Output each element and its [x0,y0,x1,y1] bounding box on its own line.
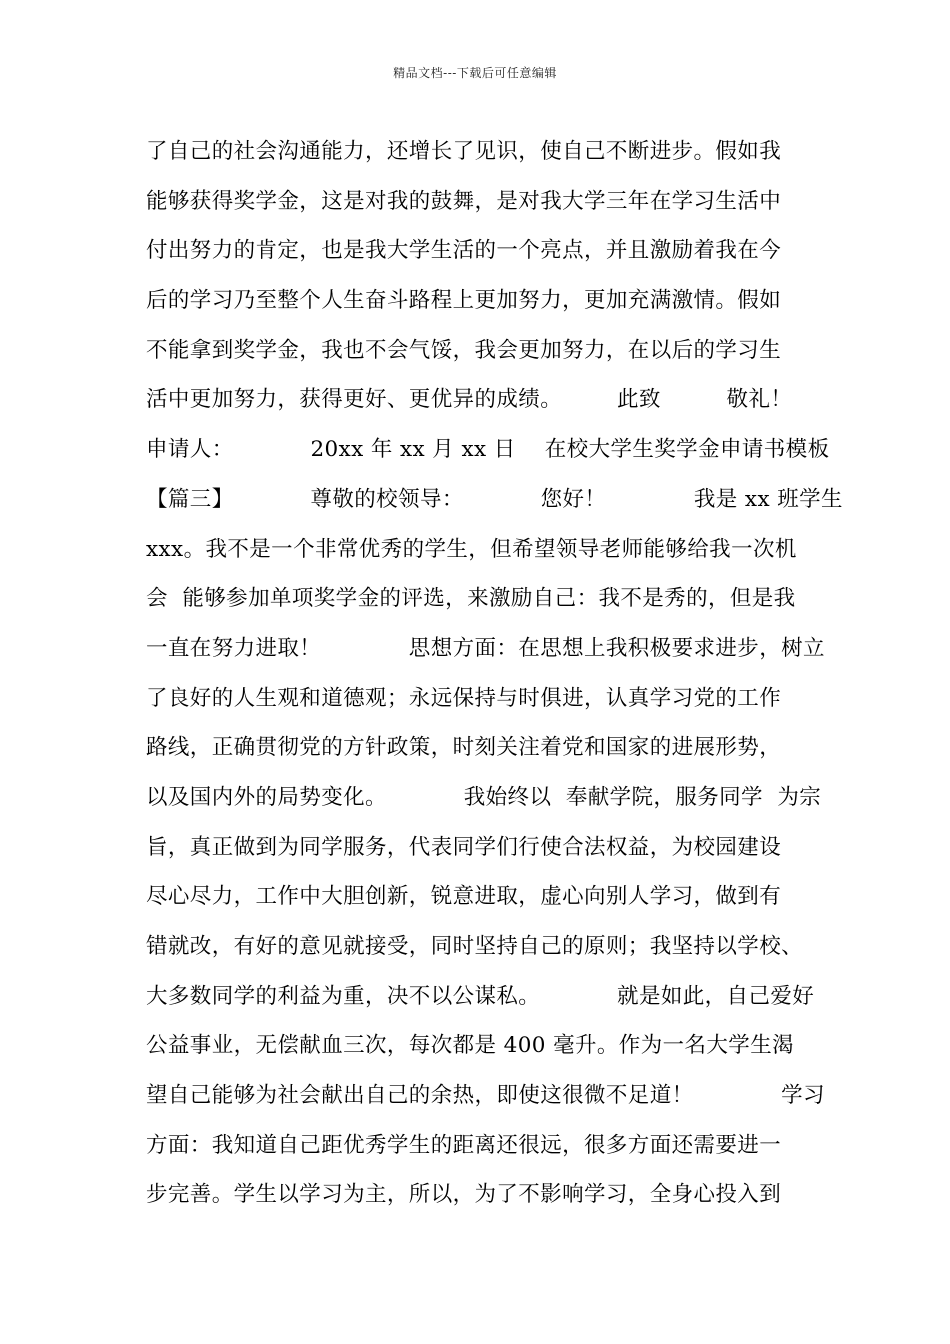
text-line: 以及国内外的局势变化。 我始终以 奉献学院，服务同学 为宗 [146,784,822,810]
text-line: 了自己的社会沟通能力，还增长了见识，使自己不断进步。假如我 [146,139,782,164]
text-line: 了良好的人生观和道德观；永远保持与时俱进，认真学习党的工作 [146,685,782,711]
text-line: 一直在努力进取！ 思想方面：在思想上我积极要求进步，树立 [146,635,825,661]
text-line: 会 能够参加单项奖学金的评选，来激励自己：我不是秀的，但是我 [146,586,796,612]
page-header: 精品文档---下载后可任意编辑 [393,66,557,80]
text-line: 付出努力的肯定，也是我大学生活的一个亮点，并且激励着我在今 [146,238,782,264]
text-line: 申请人： 20xx 年 xx 月 xx 日 在校大学生奖学金申请书模板 [146,437,830,463]
text-line: 望自己能够为社会献出自己的余热，即使这很微不足道！ 学习 [146,1083,825,1109]
text-line: 错就改，有好的意见就接受，同时坚持自己的原则；我坚持以学校、 [146,934,804,959]
text-line: 路线，正确贯彻党的方针政策，时刻关注着党和国家的进展形势， [146,735,782,761]
text-line: 活中更加努力，获得更好、更优异的成绩。 此致 敬礼！ [146,387,793,413]
text-line: 大多数同学的利益为重，决不以公谋私。 就是如此，自己爱好 [146,983,815,1009]
text-line: 旨，真正做到为同学服务，代表同学们行使合法权益，为校园建设 [146,834,782,860]
text-line: 能够获得奖学金，这是对我的鼓舞，是对我大学三年在学习生活中 [146,188,782,214]
text-line: xxx。我不是一个非常优秀的学生，但希望领导老师能够给我一次机 [146,536,797,562]
text-line: 【篇三】 尊敬的校领导： 您好！ 我是 xx 班学生 [146,486,843,512]
text-line: 不能拿到奖学金，我也不会气馁，我会更加努力，在以后的学习生 [146,337,782,363]
text-line: 尽心尽力，工作中大胆创新，锐意进取，虚心向别人学习，做到有 [146,884,782,910]
text-line: 公益事业，无偿献血三次，每次都是 400 毫升。作为一名大学生渴 [146,1033,795,1059]
text-line: 后的学习乃至整个人生奋斗路程上更加努力，更加充满激情。假如 [146,288,782,314]
document-body [146,127,843,1220]
text-line: 步完善。学生以学习为主，所以，为了不影响学习，全身心投入到 [146,1182,782,1208]
text-line: 方面：我知道自己距优秀学生的距离还很远，很多方面还需要进一 [146,1132,782,1158]
